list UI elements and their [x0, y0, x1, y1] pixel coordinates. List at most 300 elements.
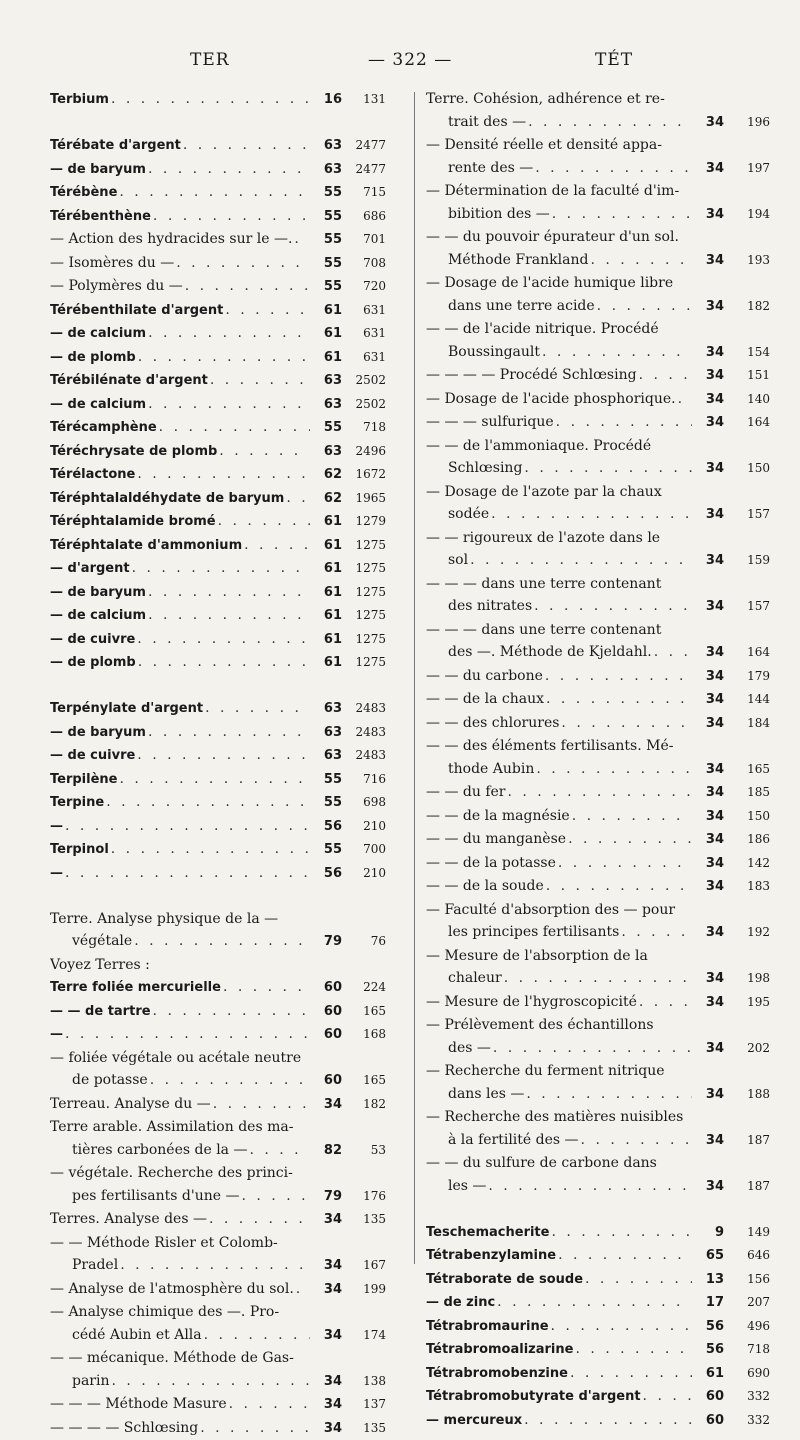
volume-number: 9 — [694, 1222, 724, 1245]
leader-dots — [526, 1083, 692, 1106]
page-reference: 165 — [342, 1000, 386, 1023]
entry-text: — — de l'ammoniaque. Procédé — [426, 435, 770, 458]
page-reference: 2502 — [342, 369, 386, 392]
index-entry — [426, 852, 770, 876]
page-reference: 631 — [342, 346, 386, 369]
entry-text: — Dosage de l'acide phosphorique. — [426, 388, 676, 411]
volume-number: 34 — [694, 596, 724, 619]
entry-text: — — des chlorures — [426, 712, 559, 735]
page-reference: 192 — [724, 921, 770, 944]
entry-text: Terre arable. Assimilation des ma- — [50, 1116, 386, 1139]
entry-text: — — — dans une terre contenant — [426, 573, 770, 596]
index-entry — [50, 299, 386, 323]
page-reference: 2496 — [342, 440, 386, 463]
entry-text: — — des éléments fertilisants. Mé- — [426, 735, 770, 758]
page-reference: 720 — [342, 275, 386, 298]
leader-dots — [229, 1393, 310, 1416]
entry-text: Terre. Analyse physique de la — — [50, 908, 386, 931]
leader-dots — [556, 411, 692, 434]
volume-number: 60 — [694, 1410, 724, 1433]
index-entry — [426, 1060, 770, 1106]
page-reference: 202 — [724, 1037, 770, 1060]
index-entry — [50, 534, 386, 558]
index-entry — [50, 1116, 386, 1162]
volume-number: 34 — [694, 458, 724, 481]
entry-text: — Polymères du — — [50, 275, 183, 298]
entry-text: — Analyse chimique des —. Pro- — [50, 1301, 386, 1324]
index-entry — [426, 665, 770, 689]
index-entry — [426, 1338, 770, 1362]
page-number: — 322 — — [368, 50, 452, 70]
index-column-right — [426, 88, 770, 1432]
volume-number: 34 — [312, 1371, 342, 1394]
leader-dots — [137, 463, 310, 486]
entry-text: — de plomb — [50, 347, 136, 370]
entry-text: Terre. Cohésion, adhérence et re- — [426, 88, 770, 111]
entry-text: — Densité réelle et densité appa- — [426, 134, 770, 157]
page-reference: 2483 — [342, 697, 386, 720]
page-reference: 210 — [342, 815, 386, 838]
leader-dots — [205, 697, 310, 720]
entry-text: Térélactone — [50, 464, 135, 487]
index-entry — [426, 1014, 770, 1060]
volume-number: 56 — [312, 816, 342, 839]
index-entry — [50, 252, 386, 276]
leader-dots — [597, 295, 692, 318]
entry-text: — Recherche du ferment nitrique — [426, 1060, 770, 1083]
volume-number: 34 — [694, 968, 724, 991]
page-reference: 76 — [342, 930, 386, 953]
page-reference: 1275 — [342, 581, 386, 604]
page-reference: 159 — [724, 549, 770, 572]
page-reference: 332 — [724, 1385, 770, 1408]
page-reference: 198 — [724, 967, 770, 990]
page-reference: 135 — [342, 1417, 386, 1440]
leader-dots — [535, 157, 692, 180]
page-reference: 1275 — [342, 651, 386, 674]
entry-text: — — — — Schlœsing — [50, 1417, 198, 1440]
entry-text: trait des — — [448, 111, 526, 134]
page-reference: 2477 — [342, 158, 386, 181]
page-reference: 210 — [342, 862, 386, 885]
volume-number: 61 — [312, 511, 342, 534]
leader-dots — [296, 1278, 310, 1301]
volume-number: 61 — [312, 652, 342, 675]
volume-number: 60 — [312, 1070, 342, 1093]
leader-dots — [585, 1268, 692, 1291]
entry-text: — Action des hydracides sur le —. — [50, 228, 292, 251]
entry-text: Tétrabromobenzine — [426, 1363, 568, 1386]
page-reference: 1275 — [342, 534, 386, 557]
index-entry — [50, 181, 386, 205]
page-reference: 150 — [724, 805, 770, 828]
leader-dots — [536, 758, 692, 781]
page-reference: 332 — [724, 1409, 770, 1432]
volume-number: 17 — [694, 1292, 724, 1315]
index-entry — [426, 411, 770, 435]
index-entry — [50, 1417, 386, 1440]
page-reference: 193 — [724, 249, 770, 272]
entry-text: — Détermination de la faculté d'im- — [426, 180, 770, 203]
volume-number: 34 — [694, 204, 724, 227]
volume-number: 79 — [312, 1186, 342, 1209]
index-entry — [50, 1232, 386, 1278]
entry-text: — — du fer — [426, 781, 506, 804]
index-entry — [50, 1347, 386, 1393]
entry-text: Pradel — [72, 1254, 118, 1277]
page-reference: 646 — [724, 1244, 770, 1267]
leader-dots — [119, 181, 310, 204]
entry-text: — — du pouvoir épurateur d'un sol. — [426, 226, 770, 249]
index-entry — [426, 899, 770, 945]
page-reference: 2477 — [342, 134, 386, 157]
index-entry — [50, 510, 386, 534]
index-entry — [426, 1268, 770, 1292]
index-entry — [426, 134, 770, 180]
volume-number: 63 — [312, 745, 342, 768]
entry-text: des — — [448, 1037, 491, 1060]
leader-dots — [185, 275, 310, 298]
leader-dots — [504, 967, 692, 990]
page-reference: 183 — [724, 875, 770, 898]
leader-dots — [528, 111, 692, 134]
entry-text: — — du sulfure de carbone dans — [426, 1152, 770, 1175]
page-reference: 207 — [724, 1291, 770, 1314]
leader-dots — [639, 364, 692, 387]
volume-number: 34 — [694, 412, 724, 435]
index-entry — [50, 557, 386, 581]
leader-dots — [244, 534, 310, 557]
volume-number: 63 — [312, 159, 342, 182]
index-entry — [426, 619, 770, 665]
index-entry — [426, 527, 770, 573]
volume-number: 34 — [694, 389, 724, 412]
leader-dots — [542, 341, 692, 364]
volume-number: 61 — [312, 323, 342, 346]
entry-text: — — du manganèse — [426, 828, 566, 851]
leader-dots — [213, 1093, 310, 1116]
page-reference: 157 — [724, 503, 770, 526]
index-entry — [426, 88, 770, 134]
index-entry — [426, 1291, 770, 1315]
index-entry — [50, 1393, 386, 1417]
index-entry — [50, 651, 386, 675]
entry-text: — — mécanique. Méthode de Gas- — [50, 1347, 386, 1370]
page-reference: 176 — [342, 1185, 386, 1208]
entry-text: — — du carbone — [426, 665, 543, 688]
entry-text: Tétraborate de soude — [426, 1269, 583, 1292]
leader-dots — [493, 1037, 692, 1060]
page-reference: 53 — [342, 1139, 386, 1162]
page-reference: 631 — [342, 299, 386, 322]
volume-number: 34 — [694, 829, 724, 852]
leader-dots — [570, 1362, 692, 1385]
entry-text: sodée — [448, 503, 489, 526]
volume-number: 34 — [694, 250, 724, 273]
volume-number: 34 — [312, 1094, 342, 1117]
entry-text: pes fertilisants d'une — — [72, 1185, 240, 1208]
entry-text: tières carbonées de la — — [72, 1139, 247, 1162]
index-entry — [50, 440, 386, 464]
page-reference: 185 — [724, 781, 770, 804]
volume-number: 55 — [312, 417, 342, 440]
volume-number: 63 — [312, 370, 342, 393]
index-entry — [426, 318, 770, 364]
index-entry — [50, 228, 386, 252]
page-reference: 2483 — [342, 721, 386, 744]
leader-dots — [470, 549, 692, 572]
page-reference: 149 — [724, 1221, 770, 1244]
page-reference: 690 — [724, 1362, 770, 1385]
index-entry — [50, 369, 386, 393]
leader-dots — [558, 852, 692, 875]
entry-text: Térébate d'argent — [50, 135, 181, 158]
leader-dots — [639, 991, 692, 1014]
volume-number: 56 — [312, 863, 342, 886]
entry-text: sol — [448, 549, 468, 572]
index-entry — [426, 991, 770, 1015]
leader-dots — [111, 88, 310, 111]
volume-number: 79 — [312, 931, 342, 954]
index-entry — [426, 1409, 770, 1433]
page-reference: 142 — [724, 852, 770, 875]
entry-text: végétale — [72, 930, 132, 953]
volume-number: 82 — [312, 1140, 342, 1163]
entry-text: — Recherche des matières nuisibles — [426, 1106, 770, 1129]
page-header — [0, 50, 800, 74]
leader-dots — [148, 604, 310, 627]
page-reference: 184 — [724, 712, 770, 735]
page-reference: 686 — [342, 205, 386, 228]
leader-dots — [204, 1324, 310, 1347]
leader-dots — [218, 510, 310, 533]
index-entry — [426, 805, 770, 829]
entry-text: — — rigoureux de l'azote dans le — [426, 527, 770, 550]
volume-number: 61 — [312, 535, 342, 558]
index-entry — [50, 838, 386, 862]
entry-text: — — — Méthode Masure — [50, 1393, 227, 1416]
leader-dots — [132, 557, 310, 580]
page-reference: 167 — [342, 1254, 386, 1277]
page-reference: 1275 — [342, 628, 386, 651]
index-entry — [50, 322, 386, 346]
volume-number: 34 — [694, 876, 724, 899]
leader-dots — [568, 828, 692, 851]
leader-dots — [137, 628, 310, 651]
volume-number: 34 — [694, 922, 724, 945]
volume-number: 34 — [312, 1209, 342, 1232]
leader-dots — [153, 1000, 310, 1023]
volume-number: 63 — [312, 698, 342, 721]
entry-text: Térébène — [50, 182, 117, 205]
volume-number: 61 — [312, 582, 342, 605]
entry-text: — de zinc — [426, 1292, 495, 1315]
index-entry — [50, 205, 386, 229]
page-reference: 154 — [724, 341, 770, 364]
volume-number: 60 — [694, 1386, 724, 1409]
volume-number: 62 — [312, 464, 342, 487]
page-reference: 182 — [342, 1093, 386, 1116]
page-reference: 157 — [724, 595, 770, 618]
entry-text: — Isomères du — — [50, 252, 174, 275]
volume-number: 61 — [312, 629, 342, 652]
entry-text: — Analyse de l'atmosphère du sol. — [50, 1278, 294, 1301]
entry-text: Terpilène — [50, 769, 117, 792]
entry-text: Térébilénate d'argent — [50, 370, 208, 393]
index-entry — [426, 828, 770, 852]
leader-dots — [209, 1208, 310, 1231]
page-reference: 698 — [342, 791, 386, 814]
leader-dots — [138, 651, 310, 674]
page-reference: 182 — [724, 295, 770, 318]
index-entry — [50, 1000, 386, 1024]
leader-dots — [581, 1129, 692, 1152]
leader-dots — [137, 744, 310, 767]
index-entry — [426, 688, 770, 712]
volume-number: 34 — [694, 1130, 724, 1153]
entry-text: Teschemacherite — [426, 1222, 549, 1245]
index-entry — [426, 1315, 770, 1339]
page-reference: 631 — [342, 322, 386, 345]
entry-text: à la fertilité des — — [448, 1129, 579, 1152]
page-reference: 137 — [342, 1393, 386, 1416]
page-reference: 168 — [342, 1023, 386, 1046]
page-reference: 151 — [724, 364, 770, 387]
entry-text: Térécamphène — [50, 417, 157, 440]
volume-number: 34 — [312, 1255, 342, 1278]
entry-text: Tétrabromobutyrate d'argent — [426, 1386, 641, 1409]
index-entry — [50, 954, 386, 977]
page-reference: 701 — [342, 228, 386, 251]
page-reference: 197 — [724, 157, 770, 180]
index-entry — [50, 275, 386, 299]
index-entry — [426, 226, 770, 272]
volume-number: 34 — [694, 550, 724, 573]
leader-dots — [545, 665, 692, 688]
volume-number: 60 — [312, 1024, 342, 1047]
page-reference: 1279 — [342, 510, 386, 533]
index-entry — [426, 875, 770, 899]
leader-dots — [112, 1370, 311, 1393]
leader-dots — [552, 203, 692, 226]
page-reference: 156 — [724, 1268, 770, 1291]
volume-number: 34 — [694, 504, 724, 527]
leader-dots — [558, 1244, 692, 1267]
page-reference: 2483 — [342, 744, 386, 767]
volume-number: 55 — [312, 182, 342, 205]
entry-text: — — de l'acide nitrique. Procédé — [426, 318, 770, 341]
leader-dots — [242, 1185, 311, 1208]
volume-number: 34 — [694, 342, 724, 365]
page-reference: 195 — [724, 991, 770, 1014]
index-entry — [426, 1152, 770, 1198]
index-entry — [50, 768, 386, 792]
entry-text: Terreau. Analyse du — — [50, 1093, 211, 1116]
page-reference: 199 — [342, 1278, 386, 1301]
entry-text: — — de tartre — [50, 1001, 151, 1024]
entry-text: — — de la chaux — [426, 688, 544, 711]
entry-text: — végétale. Recherche des princi- — [50, 1162, 386, 1185]
page-reference: 718 — [342, 416, 386, 439]
entry-text: — de baryum — [50, 582, 146, 605]
entry-text: — — [50, 1024, 63, 1047]
volume-number: 34 — [694, 713, 724, 736]
leader-dots — [176, 252, 310, 275]
leader-dots — [159, 416, 310, 439]
volume-number: 34 — [312, 1325, 342, 1348]
page-reference: 186 — [724, 828, 770, 851]
leader-dots — [546, 875, 692, 898]
volume-number: 60 — [312, 1001, 342, 1024]
leader-dots — [111, 838, 310, 861]
index-entry — [50, 815, 386, 839]
leader-dots — [150, 1069, 310, 1092]
entry-text: Voyez Terres : — [50, 954, 386, 977]
leader-dots — [138, 346, 310, 369]
index-entry — [50, 744, 386, 768]
entry-text: Téréphtalate d'ammonium — [50, 535, 242, 558]
entry-text: Terpénylate d'argent — [50, 698, 203, 721]
volume-number: 61 — [312, 300, 342, 323]
entry-text: — d'argent — [50, 558, 130, 581]
entry-text: — — de la soude — [426, 875, 544, 898]
index-entry — [426, 1385, 770, 1409]
volume-number: 61 — [312, 558, 342, 581]
volume-number: 34 — [694, 782, 724, 805]
page-reference: 194 — [724, 203, 770, 226]
volume-number: 34 — [694, 158, 724, 181]
page-reference: 496 — [724, 1315, 770, 1338]
entry-text: des nitrates — [448, 595, 532, 618]
leader-dots — [134, 930, 310, 953]
volume-number: 34 — [694, 689, 724, 712]
leader-dots — [120, 1254, 310, 1277]
volume-number: 61 — [312, 605, 342, 628]
leader-dots — [621, 921, 692, 944]
leader-dots — [106, 791, 310, 814]
page-reference: 700 — [342, 838, 386, 861]
entry-text: — de calcium — [50, 323, 146, 346]
entry-text: — Dosage de l'acide humique libre — [426, 272, 770, 295]
volume-number: 55 — [312, 839, 342, 862]
entry-text: Tétrabromaurine — [426, 1316, 549, 1339]
entry-text: — Dosage de l'azote par la chaux — [426, 481, 770, 504]
index-entry — [50, 1093, 386, 1117]
leader-dots — [551, 1315, 692, 1338]
index-entry — [426, 180, 770, 226]
entry-text: — de plomb — [50, 652, 136, 675]
entry-text: Terres. Analyse des — — [50, 1208, 207, 1231]
leader-dots — [210, 369, 310, 392]
entry-text: Téréchrysate de plomb — [50, 441, 217, 464]
page-reference: 1275 — [342, 604, 386, 627]
page-reference: 715 — [342, 181, 386, 204]
entry-text: — de calcium — [50, 394, 146, 417]
volume-number: 55 — [312, 769, 342, 792]
page-reference: 131 — [342, 88, 386, 111]
leader-dots — [294, 228, 310, 251]
volume-number: 16 — [312, 89, 342, 112]
volume-number: 63 — [312, 394, 342, 417]
entry-text: chaleur — [448, 967, 502, 990]
index-entry — [426, 1362, 770, 1386]
volume-number: 34 — [694, 365, 724, 388]
volume-number: 56 — [694, 1339, 724, 1362]
index-entry — [50, 628, 386, 652]
entry-text: — — — — Procédé Schlœsing — [426, 364, 637, 387]
index-entry — [50, 88, 386, 112]
entry-text: Terpine — [50, 792, 104, 815]
